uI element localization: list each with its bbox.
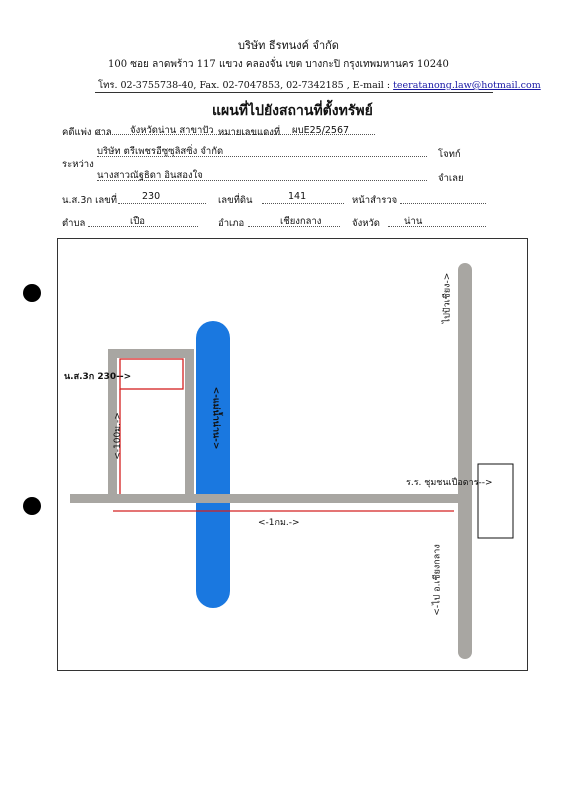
subdistrict-value: เปือ — [130, 216, 145, 227]
survey-page-underline — [400, 203, 486, 204]
plaintiff-underline — [97, 156, 427, 157]
company-name: บริษัท ธีรทนงค์ จำกัด — [238, 39, 339, 52]
defendant-underline — [97, 180, 427, 181]
province-underline — [388, 226, 486, 227]
land-number-underline — [262, 203, 344, 204]
river-shape — [196, 321, 230, 608]
location-map — [57, 238, 528, 671]
doc-number-label: น.ส.3ก เลขที่ — [62, 195, 117, 206]
case-number: ผบE25/2567 — [292, 125, 350, 136]
province-label: จังหวัด — [352, 218, 380, 229]
plaintiff-name: บริษัท ตรีเพชรอีซูซุลิสซิ่ง จำกัด — [97, 146, 224, 157]
contact-phone-fax: โทร. 02-3755738-40, Fax. 02-7047853, 02-7342185 , E-mail : — [98, 80, 394, 91]
land-number: 141 — [288, 191, 307, 202]
doc-number: 230 — [142, 191, 161, 202]
road-main-horizontal — [70, 494, 472, 503]
highway-vertical — [458, 263, 472, 659]
plaintiff-role: โจทก์ — [438, 149, 461, 160]
court-name: จังหวัดน่าน สาขาปัว — [130, 125, 214, 136]
between-label: ระหว่าง — [62, 159, 94, 170]
to-south-label: <-ไป อ.เชียงกลาง — [432, 544, 443, 616]
subdistrict-label: ตำบล — [62, 218, 86, 229]
land-number-label: เลขที่ดิน — [218, 195, 253, 206]
case-type-label: คดีแพ่ง ศาล — [62, 127, 112, 138]
punch-hole-top — [23, 284, 41, 302]
road-right-vertical — [185, 349, 194, 499]
defendant-name: นางสาวณัฐธิดา อินสองใจ — [97, 170, 203, 181]
case-number-label: หมายเลขแดงที่ — [218, 127, 281, 138]
header-divider — [95, 92, 493, 93]
company-contact — [98, 78, 541, 93]
distance-100m-label: <-100ม.-> — [112, 412, 123, 460]
document-title: แผนที่ไปยังสถานที่ตั้งทรัพย์ — [212, 103, 373, 119]
parcel-label: น.ส.3ก 230--> — [64, 372, 132, 382]
school-label: ร.ร. ชุมชนเปือดาร--> — [406, 478, 493, 488]
road-top-horizontal — [108, 349, 194, 358]
defendant-role: จำเลย — [438, 173, 464, 184]
district-value: เชียงกลาง — [280, 216, 322, 227]
punch-hole-bottom — [23, 497, 41, 515]
company-address: 100 ซอย ลาดพร้าว 117 แขวง คลองจั่น เขต บางกะปิ กรุงเทพมหานคร 10240 — [108, 59, 449, 70]
contact-email-link[interactable]: teeratanong.law@hotmail.com — [393, 80, 541, 91]
survey-page-label: หน้าสำรวจ — [352, 195, 398, 206]
to-north-label: ไปปัวเชียง-> — [442, 272, 453, 324]
doc-number-underline — [118, 203, 206, 204]
province-value: น่าน — [404, 216, 423, 227]
river-label: <-แม่น้ำน่าน-> — [210, 386, 221, 450]
district-label: อำเภอ — [218, 218, 245, 229]
distance-1km-label: <-1กม.-> — [258, 518, 300, 528]
map-canvas — [58, 239, 527, 670]
